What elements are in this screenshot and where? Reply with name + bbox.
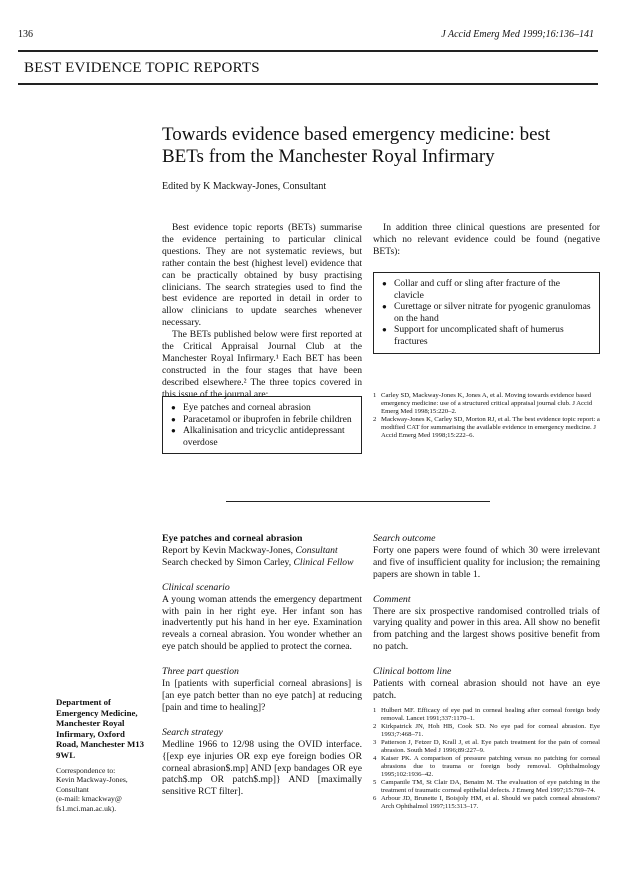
question-text: In [patients with superficial corneal abrasions] is [an eye patch better than no eye patch] at reducing [pain and time to healing]? (162, 678, 362, 713)
title-line-1: Towards evidence based emergency medicine: best (162, 124, 551, 145)
bet-column-right (373, 533, 600, 811)
header-rule-bottom (18, 83, 598, 85)
question-heading: Three part question (162, 666, 239, 678)
bet-references (373, 707, 600, 811)
correspondence: Correspondence to: Kevin Mackway-Jones, Consultant (e-mail: kmackway@ fs1.mci.man.ac.uk). (56, 766, 128, 813)
reference-item: 5 Campanile TM, St Clair DA, Benaim M. The evaluation of eye patching in the treatment of traumatic corneal epithelial defects. J Emerg Med 1997;15:769–74. (373, 778, 600, 794)
page-number: 136 (18, 29, 33, 40)
intro-column-left (162, 222, 362, 401)
intro-references (373, 392, 600, 440)
department: Department of Emergency Medicine, Manchester Royal Infirmary, Oxford Road, Manchester M13 9WL (56, 697, 145, 760)
topic-item: ● Paracetamol or ibuprofen in febrile children (171, 414, 353, 426)
bet-heading: Eye patches and corneal abrasion (162, 533, 303, 544)
checked-by: Search checked by Simon Carley, Clinical Fellow (162, 556, 354, 568)
reference-item: 4 Kaiser PK. A comparison of pressure patching versus no patching for corneal abrasions due to trauma or foreign body removal. Ophthalmology 1995;102:1936–42. (373, 754, 600, 778)
topic-item: ● Eye patches and corneal abrasion (171, 402, 353, 414)
strategy-heading: Search strategy (162, 726, 223, 738)
bet-column-left (162, 533, 362, 798)
reference-item: 6 Arbour JD, Brunette I, Boisjoly HM, et al. Should we patch corneal abrasions? Arch Ophthalmol 1997;115:313–17. (373, 794, 600, 810)
intro-paragraph-2: The BETs published below were first reported at the Critical Appraisal Journal Club at the Manchester Royal Infirmary.¹ Each BET has been constructed in the four stages that have been described elsewhere.² The three topics covered in this issue of the journal are: (162, 329, 362, 400)
negative-topics-box (373, 272, 600, 354)
topics-box (162, 396, 362, 454)
negative-topic-item: ● Collar and cuff or sling after fracture of the clavicle (382, 278, 591, 301)
scenario-text: A young woman attends the emergency department with pain in her right eye. Her infant son has inadvertently put his hand in her eye. Examination reveals a corneal abrasion. You wonder whether an eye patch should be applied to protect the cornea. (162, 593, 362, 653)
reference-item: 1 Carley SD, Mackway-Jones K, Jones A, et al. Moving towards evidence based emergency medicine: use of a structured critical appraisal journal club. J Accid Emerg Med 1998;15:220–2. (373, 392, 593, 415)
reference-item: 2 Mackway-Jones K, Carley SD, Morton RJ, et al. The best evidence topic report: a modified CAT for summarising the available evidence in emergency medicine. J Accid Emerg Med 1998;15:222–6. (373, 416, 600, 439)
title-line-2: BETs from the Manchester Royal Infirmary (162, 146, 495, 167)
reference-item: 3 Patterson J, Fetzer D, Krall J, et al. Eye patch treatment for the pain of corneal abrasion. South Med J 1996;89:227–9. (373, 738, 600, 754)
report-by: Report by Kevin Mackway-Jones, Consultant (162, 544, 338, 556)
outcome-heading: Search outcome (373, 533, 436, 544)
strategy-text: Medline 1966 to 12/98 using the OVID interface. {[exp eye injuries OR exp eye foreign bodies OR corneal abrasion$.mp] AND [exp bandages OR eye patch$.mp OR patch$.mp]} AND [maximally sensitive RCT filter]. (162, 738, 362, 798)
article-title (162, 124, 602, 168)
header-rule-top (18, 50, 598, 52)
section-divider (226, 501, 490, 502)
comment-text: There are six prospective randomised controlled trials of varying quality and power in this area. All show no benefit from patching and the largest shows positive benefit from no patch. (373, 605, 600, 653)
bottom-line-heading: Clinical bottom line (373, 666, 452, 678)
section-title: BEST EVIDENCE TOPIC REPORTS (24, 60, 260, 76)
reference-item: 1 Hulbert MF. Efficacy of eye pad in corneal healing after corneal foreign body removal. Lancet 1991;337:1170–1. (373, 706, 600, 722)
scenario-heading: Clinical scenario (162, 581, 230, 593)
negative-topic-item: ● Curettage or silver nitrate for pyogenic granulomas on the hand (382, 301, 591, 324)
intro-paragraph-1: Best evidence topic reports (BETs) summarise the evidence pertaining to particular clinical questions. They are not systematic reviews, but rather contain the best (highest level) evidence that can be practically obtained by busy practising clinicians. The search strategies used to find the best evidence are reported in detail in order to allow clinicians to update searches whenever necessary. (162, 222, 362, 329)
affiliation-sidebar (56, 697, 154, 813)
comment-heading: Comment (373, 593, 411, 605)
bottom-line-text: Patients with corneal abrasion should not have an eye patch. (373, 678, 600, 701)
editor-line: Edited by K Mackway-Jones, Consultant (162, 181, 327, 192)
reference-item: 2 Kirkpatrick JN, Hoh HB, Cook SD. No eye pad for corneal abrasion. Eye 1993;7:468–71. (373, 722, 600, 738)
journal-citation: J Accid Emerg Med 1999;16:136–141 (441, 29, 594, 40)
negative-intro (373, 222, 600, 258)
outcome-text: Forty one papers were found of which 30 were irrelevant and five of insufficient quality for inclusion; the remaining papers are shown in table 1. (373, 544, 600, 580)
topic-item: ● Alkalinisation and tricyclic antidepressant overdose (171, 425, 353, 448)
negative-intro-text: In addition three clinical questions are presented for which no relevant evidence could be found (negative BETs): (373, 222, 600, 257)
negative-topic-item: ● Support for uncomplicated shaft of humerus fractures (382, 324, 591, 347)
